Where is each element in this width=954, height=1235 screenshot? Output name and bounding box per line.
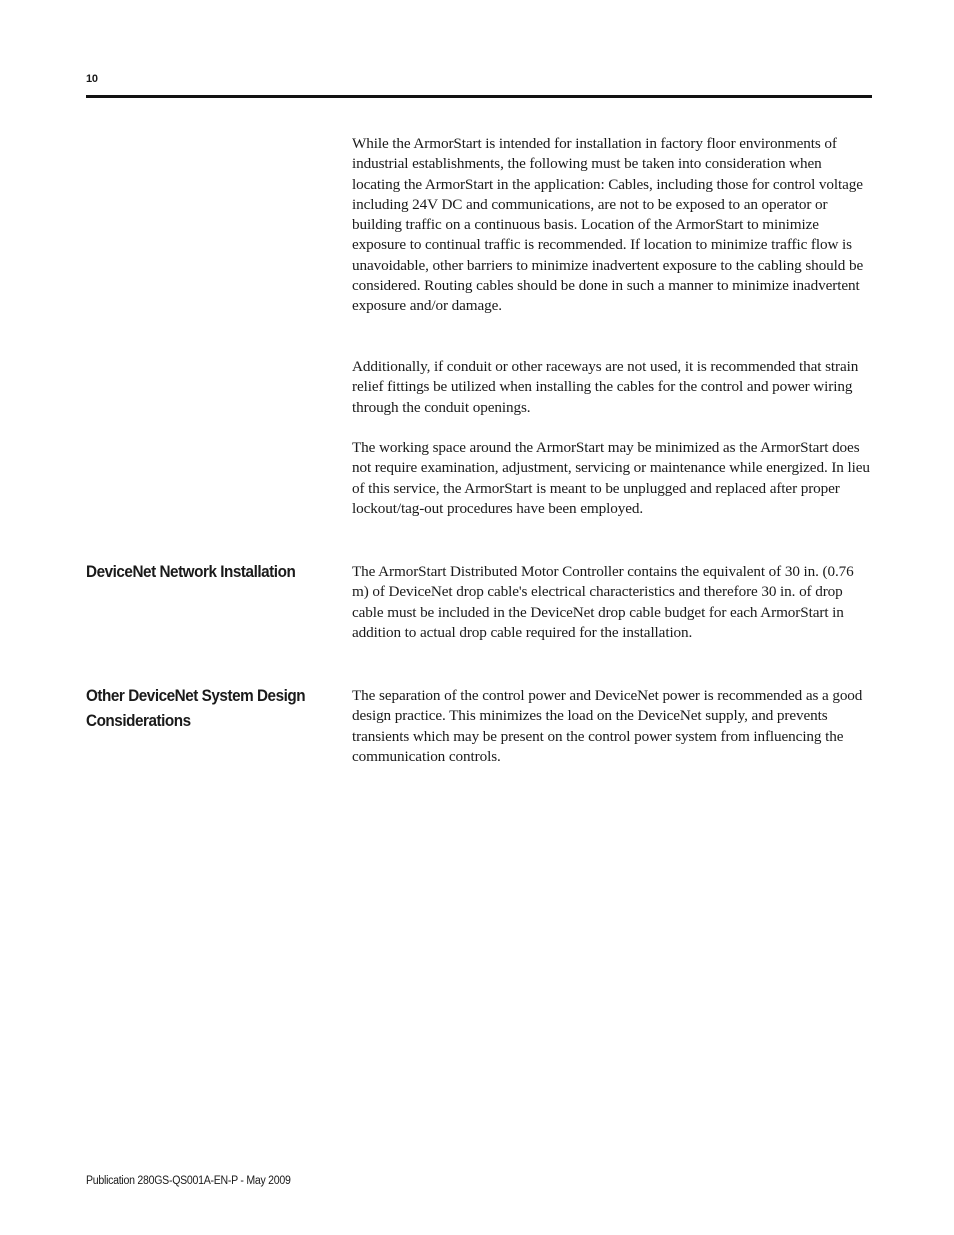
section-body-system-design: The separation of the control power and DeviceNet power is recommended as a good design practice. This minimizes the load on the DeviceNet supply, and prevents transients which may be present on the control power system from influencing the communication controls.: [352, 687, 863, 765]
section-body-devicenet-installation: The ArmorStart Distributed Motor Controller contains the equivalent of 30 in. (0.76 m) of DeviceNet drop cable's electrical characteristics and therefore 30 in. of drop cable must be included in the DeviceNet drop cable budget for each ArmorStart in addition to actual drop cable required for the installation.: [352, 563, 854, 641]
section-heading-line-1: Other DeviceNet System Design: [86, 686, 306, 705]
intro-paragraph-2: Additionally, if conduit or other raceways are not used, it is recommended that strain relief fittings be utilized when installing the cables for the control and power wiring through the conduit openings.: [352, 358, 859, 416]
section-heading-line-2: Considerations: [86, 711, 191, 730]
header-rule: [86, 95, 872, 98]
section-heading-system-design: [86, 683, 327, 733]
page-number: 10: [86, 73, 98, 85]
section-heading-devicenet-installation: DeviceNet Network Installation: [86, 562, 296, 581]
intro-paragraph-3: The working space around the ArmorStart may be minimized as the ArmorStart does not require examination, adjustment, servicing or maintenance while energized. In lieu of this service, the ArmorStart is meant to be unplugged and replaced after proper lockout/tag-out procedures have been employed.: [352, 439, 870, 517]
footer-publication: Publication 280GS-QS001A-EN-P - May 2009: [86, 1175, 291, 1187]
intro-paragraph-1: While the ArmorStart is intended for installation in factory floor environments of industrial establishments, the following must be taken into consideration when locating the ArmorStart in the application: Cables, including those for control voltage including 24V DC and communications, are not to be exposed to an operator or building traffic on a continuous basis. Location of the ArmorStart to minimize exposure to continual traffic is recommended. If location to minimize traffic flow is unavoidable, other barriers to minimize inadvertent exposure to the cabling should be considered. Routing cables should be done in such a manner to minimize inadvertent exposure and/or damage.: [352, 135, 864, 315]
